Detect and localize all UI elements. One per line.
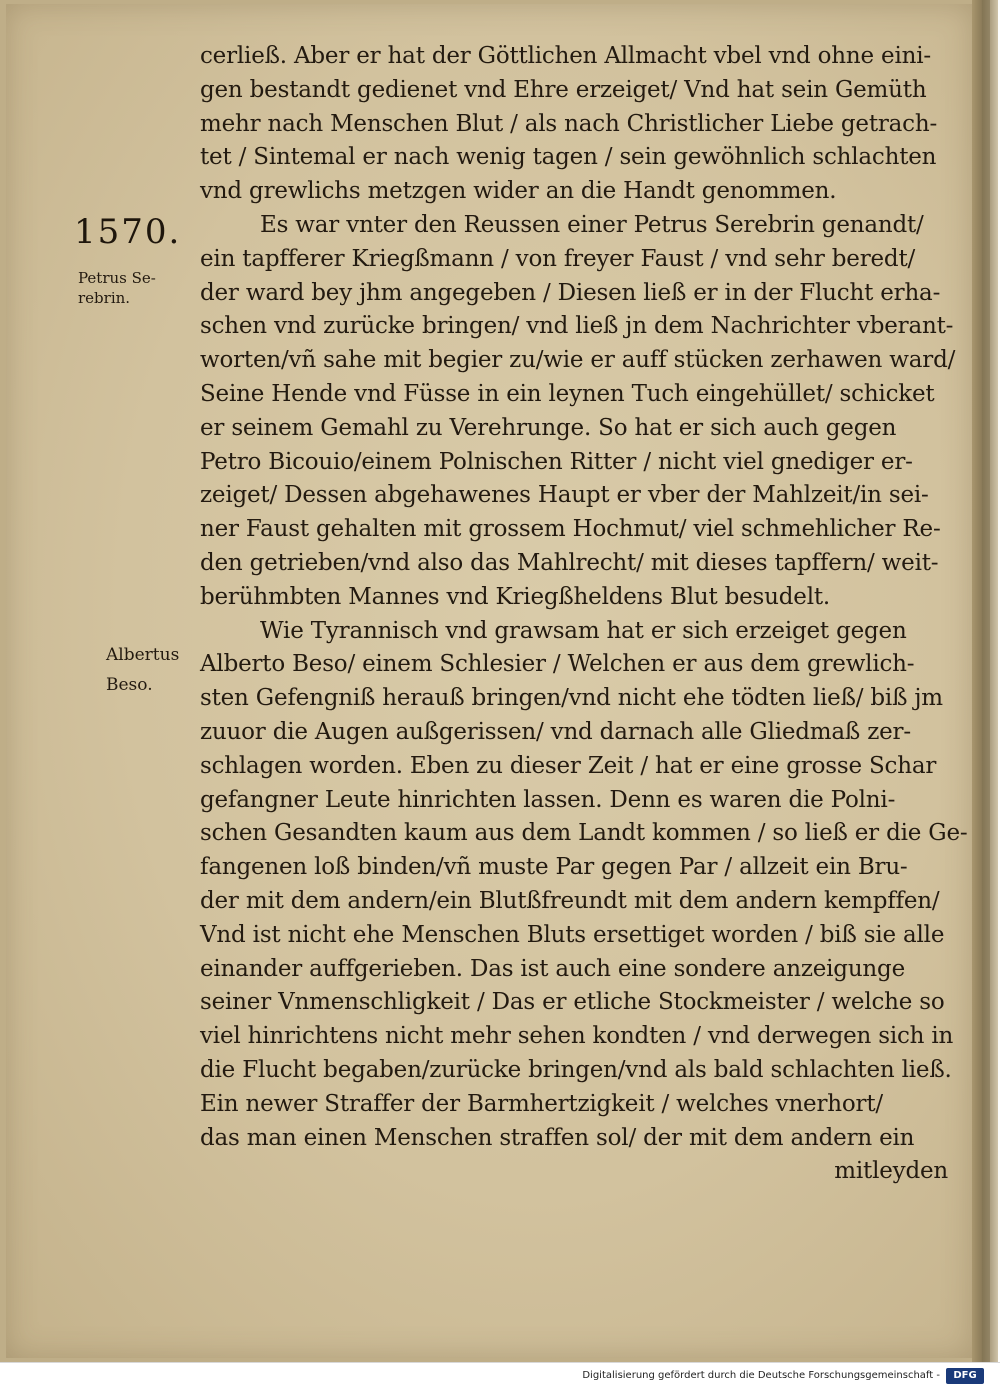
text-line: zeiget/ Dessen abgehawenes Haupt er vber der Mahlzeit/in sei- (200, 482, 929, 509)
text-line: cerließ. Aber er hat der Göttlichen Allmacht vbel vnd ohne eini- (200, 43, 931, 69)
text-line: zuuor die Augen außgerissen/ vnd darnach alle Gliedmaß zer- (200, 718, 911, 745)
text-line: Alberto Beso/ einem Schlesier / Welchen er aus dem grewlich- (200, 651, 915, 678)
text-line: der ward bey jhm angegeben / Diesen ließ er in der Flucht erha- (200, 279, 941, 306)
margin-note-albertus (106, 640, 179, 700)
text-line: er seinem Gemahl zu Verehrunge. So hat er sich auch gegen (200, 414, 897, 441)
text-line: Wie Tyrannisch vnd grawsam hat er sich erzeiget gegen (260, 617, 907, 644)
margin-note-line: Petrus Se- (78, 269, 156, 287)
margin-year: 1570. (74, 212, 182, 252)
text-line: Ein newer Straffer der Barmhertzigkeit / welches vnerhort/ (200, 1090, 883, 1117)
margin-note-petrus (78, 268, 156, 308)
text-line: den getrieben/vnd also das Mahlrecht/ mit dieses tapffern/ weit- (200, 549, 939, 576)
text-line: Seine Hende vnd Füsse in ein leynen Tuch eingehüllet/ schicket (200, 380, 935, 407)
text-line: Vnd ist nicht ehe Menschen Bluts ersettiget worden / biß sie alle (200, 921, 945, 948)
text-line: schen vnd zurücke bringen/ vnd ließ jn dem Nachrichter vberant- (200, 313, 954, 340)
text-line: der mit dem andern/ein Blutßfreundt mit dem andern kempffen/ (200, 887, 940, 914)
text-line: viel hinrichtens nicht mehr sehen kondten / vnd derwegen sich in (200, 1023, 954, 1050)
dfg-logo-icon: DFG (946, 1368, 984, 1384)
body-text (200, 40, 978, 1189)
margin-note-line: Albertus (106, 645, 180, 665)
text-line: die Flucht begaben/zurücke bringen/vnd als bald schlachten ließ. (200, 1056, 952, 1083)
text-line: tet / Sintemal er nach wenig tagen / sein gewöhnlich schlachten (200, 144, 937, 171)
text-line: seiner Vnmenschligkeit / Das er etliche Stockmeister / welche so (200, 989, 945, 1016)
funding-notice: Digitalisierung gefördert durch die Deutsche Forschungsgemeinschaft - (582, 1370, 940, 1381)
text-line: einander auffgerieben. Das ist auch eine sondere anzeigunge (200, 955, 905, 982)
text-line: ner Faust gehalten mit grossem Hochmut/ viel schmehlicher Re- (200, 516, 941, 543)
text-line: Petro Bicouio/einem Polnischen Ritter / nicht viel gnediger er- (200, 448, 913, 475)
text-line: gefangner Leute hinrichten lassen. Denn es waren die Polni- (200, 786, 896, 813)
text-line: fangenen loß binden/vñ muste Par gegen Par / allzeit ein Bru- (200, 854, 908, 881)
text-line: das man einen Menschen straffen sol/ der mit dem andern ein (200, 1124, 915, 1151)
text-line: berühmbten Mannes vnd Kriegßheldens Blut besudelt. (200, 583, 831, 610)
text-line: vnd grewlichs metzgen wider an die Handt genommen. (200, 178, 837, 205)
text-line: schlagen worden. Eben zu dieser Zeit / hat er eine grosse Schar (200, 752, 937, 779)
margin-note-line: rebrin. (78, 289, 131, 307)
text-line: mehr nach Menschen Blut / als nach Christlicher Liebe getrach- (200, 110, 938, 137)
catchword: mitleyden (834, 1158, 948, 1185)
text-line: ein tapfferer Kriegßmann / von freyer Faust / vnd sehr beredt/ (200, 245, 916, 272)
text-line: gen bestandt gedienet vnd Ehre erzeiget/ Vnd hat sein Gemüth (200, 76, 927, 103)
text-line: schen Gesandten kaum aus dem Landt kommen / so ließ er die Ge- (200, 820, 968, 847)
margin-note-line: Beso. (106, 675, 153, 695)
binding-edge (982, 0, 990, 1362)
text-line: Es war vnter den Reussen einer Petrus Serebrin genandt/ (260, 211, 924, 238)
digitization-footer (0, 1362, 1000, 1391)
text-line: worten/vñ sahe mit begier zu/wie er auff stücken zerhawen ward/ (200, 347, 956, 374)
text-line: sten Gefengniß herauß bringen/vnd nicht ehe tödten ließ/ biß jm (200, 685, 943, 712)
